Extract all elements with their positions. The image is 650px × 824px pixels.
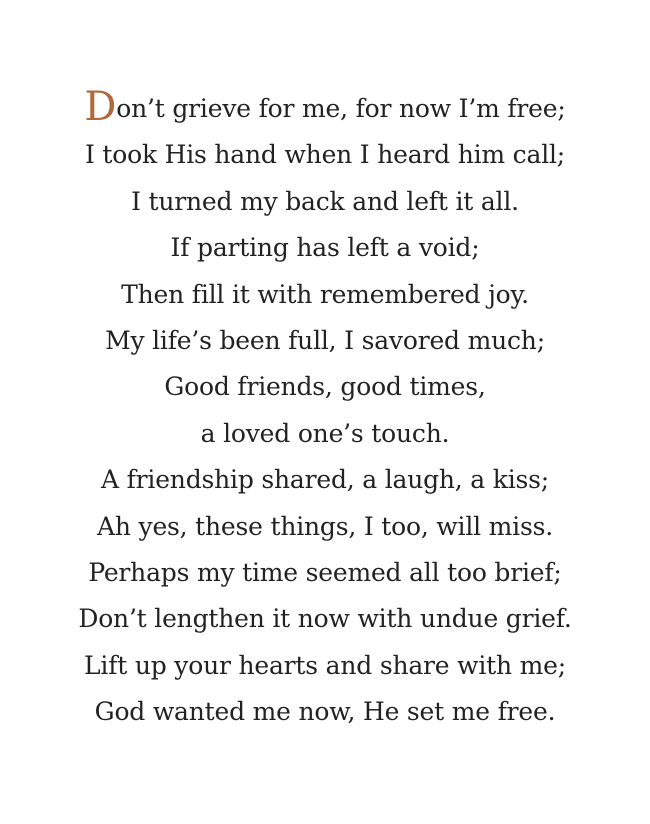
poem-line-8: a loved one’s touch. xyxy=(200,418,450,448)
poem-line-7: Good friends, good times, xyxy=(164,372,486,402)
poem-line-10: Ah yes, these things, I too, will miss. xyxy=(97,511,553,541)
poem xyxy=(0,86,650,735)
poem-line-5: Then fill it with remembered joy. xyxy=(121,279,529,309)
poem-line-1 xyxy=(0,86,650,132)
poem-line-4: If parting has left a void; xyxy=(170,233,480,263)
poem-line-9: A friendship shared, a laugh, a kiss; xyxy=(101,465,549,495)
poem-line-12: Don’t lengthen it now with undue grief. xyxy=(78,604,572,634)
poem-line-2: I took His hand when I heard him call; xyxy=(84,140,566,170)
poem-line-13: Lift up your hearts and share with me; xyxy=(84,650,566,680)
poem-line-6: My life’s been full, I savored much; xyxy=(105,325,545,355)
drop-cap: D xyxy=(84,84,117,130)
poem-line-14: God wanted me now, He set me free. xyxy=(94,697,556,727)
poem-line-1-text: on’t grieve for me, for now I’m free; xyxy=(116,94,566,123)
poem-line-3: I turned my back and left it all. xyxy=(131,186,519,216)
poem-line-11: Perhaps my time seemed all too brief; xyxy=(88,557,562,587)
